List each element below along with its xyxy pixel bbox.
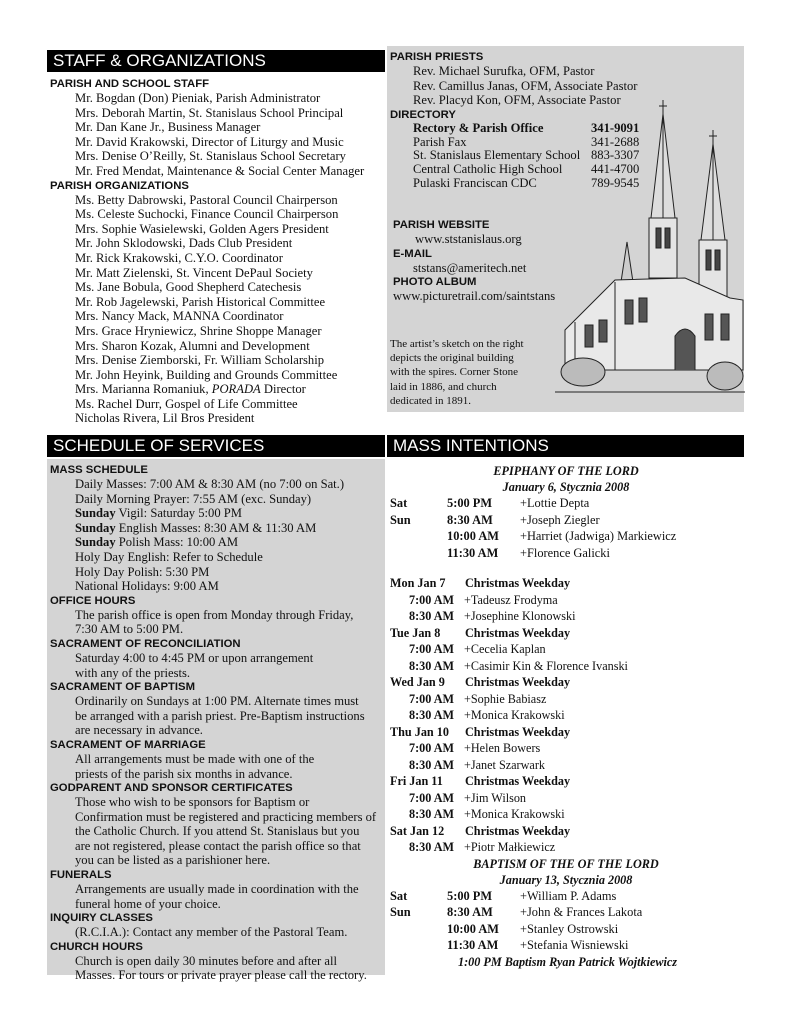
org-entry bbox=[50, 382, 390, 397]
baptism-line: be arranged with a parish priest. Pre-Baptism instructions bbox=[75, 708, 365, 723]
intention-name: +Stanley Ostrowski bbox=[520, 921, 619, 936]
mass-time: 7:00 AM bbox=[409, 790, 455, 805]
mass-day: Sat bbox=[390, 888, 408, 903]
org-entry bbox=[50, 309, 390, 324]
godparent-line: Confirmation must be registered and practicing members of bbox=[75, 809, 377, 824]
godparent-line: are not registered, please contact the parish office so that bbox=[75, 838, 361, 853]
epiphany-mass-row bbox=[390, 545, 742, 562]
directory-phone: 441-4700 bbox=[591, 162, 640, 177]
staff-section bbox=[50, 77, 390, 426]
intention-name: +Joseph Ziegler bbox=[520, 512, 600, 527]
intention-name: +Monica Krakowski bbox=[464, 708, 565, 722]
baptism-sunday-title: BAPTISM OF THE OF THE LORD bbox=[473, 856, 659, 871]
staff-entry: Mr. Fred Mendat, Maintenance & Social Center Manager bbox=[75, 163, 365, 178]
org-entry bbox=[50, 193, 390, 208]
mass-time: 8:30 AM bbox=[409, 807, 455, 821]
inquiry-classes-line: (R.C.I.A.): Contact any member of the Pastoral Team. bbox=[75, 925, 348, 940]
directory-heading: DIRECTORY bbox=[390, 108, 456, 121]
intention-name: +John & Frances Lakota bbox=[520, 905, 643, 919]
org-entry-text: Mrs. Sharon Kozak, Alumni and Development bbox=[75, 338, 310, 353]
org-entry-text: Mr. Rob Jagelewski, Parish Historical Committee bbox=[75, 294, 326, 309]
schedule-section bbox=[50, 463, 386, 983]
directory-name: St. Stanislaus Elementary School bbox=[413, 148, 581, 163]
reconciliation-heading: SACRAMENT OF RECONCILIATION bbox=[50, 637, 241, 650]
mass-time: 8:30 AM bbox=[409, 609, 455, 623]
directory-phone: 883-3307 bbox=[591, 148, 640, 163]
intention-name: +Florence Galicki bbox=[520, 545, 610, 560]
photo-album-link[interactable]: www.picturetrail.com/saintstans bbox=[393, 289, 556, 304]
org-entry bbox=[50, 251, 390, 266]
org-entry bbox=[50, 207, 390, 222]
mass-day bbox=[390, 528, 447, 545]
school-staff-heading: PARISH AND SCHOOL STAFF bbox=[50, 78, 209, 90]
funerals-heading: FUNERALS bbox=[50, 869, 112, 882]
mass-time-text: Daily Masses: 7:00 AM & 8:30 AM (no 7:00 on Sat.) bbox=[75, 477, 345, 491]
caption-line: The artist’s sketch on the right bbox=[390, 338, 524, 350]
mass-time: 7:00 AM bbox=[409, 741, 455, 755]
mass-schedule-line bbox=[50, 550, 386, 565]
weekday-date: Sat Jan 12 bbox=[390, 823, 445, 838]
baptism-line: Ordinarily on Sundays at 1:00 PM. Alternate times must bbox=[75, 694, 359, 709]
intention-name: +Helen Bowers bbox=[464, 741, 541, 755]
intention-name: +Lottie Depta bbox=[520, 496, 590, 510]
weekday-date: Fri Jan 11 bbox=[390, 774, 443, 788]
godparent-line: the Catholic Church. If you attend St. Stanislaus but you bbox=[75, 824, 360, 839]
baptism-note: 1:00 PM Baptism Ryan Patrick Wojtkiewicz bbox=[458, 954, 678, 969]
godparent-line: Those who wish to be sponsors for Baptism or bbox=[75, 795, 310, 810]
org-entry-text: Nicholas Rivera, Lil Bros President bbox=[75, 411, 255, 426]
mass-schedule-line bbox=[50, 492, 386, 507]
reconciliation-line: with any of the priests. bbox=[75, 665, 191, 680]
mass-time: 7:00 AM bbox=[409, 691, 455, 706]
intention-name: +Casimir Kin & Florence Ivanski bbox=[464, 658, 628, 673]
intention-name: +Harriet (Jadwiga) Markiewicz bbox=[520, 529, 677, 543]
mass-time: 5:00 PM bbox=[447, 888, 493, 903]
email-heading: E-MAIL bbox=[393, 247, 432, 260]
org-entry-text: Mr. John Sklodowski, Dads Club President bbox=[75, 236, 293, 251]
marriage-line: priests of the parish six months in advance. bbox=[75, 766, 293, 781]
mass-time: 10:00 AM bbox=[447, 529, 499, 543]
porada-suffix: Director bbox=[260, 382, 306, 397]
org-entry-text: Mr. John Heyink, Building and Grounds Committee bbox=[75, 367, 338, 382]
directory-phone: 789-9545 bbox=[591, 175, 640, 190]
photo-album-heading: PHOTO ALBUM bbox=[393, 276, 477, 289]
sketch-caption bbox=[390, 337, 560, 408]
priests-heading: PARISH PRIESTS bbox=[390, 51, 484, 63]
baptism-heading: SACRAMENT OF BAPTISM bbox=[50, 681, 195, 694]
intention-name: +Cecelia Kaplan bbox=[464, 642, 546, 656]
mass-day bbox=[390, 545, 447, 562]
marriage-heading: SACRAMENT OF MARRIAGE bbox=[50, 738, 206, 751]
school-staff-list bbox=[50, 91, 390, 179]
org-entry bbox=[50, 411, 390, 426]
org-entry-text: Ms. Rachel Durr, Gospel of Life Committee bbox=[75, 396, 298, 411]
caption-line: depicts the original building bbox=[390, 352, 514, 365]
mass-schedule-line bbox=[50, 521, 386, 536]
mass-day-label: Sunday bbox=[75, 535, 116, 550]
parish-orgs-heading: PARISH ORGANIZATIONS bbox=[50, 179, 189, 192]
mass-time: 8:30 AM bbox=[409, 757, 455, 772]
intention-name: +Tadeusz Frodyma bbox=[464, 592, 558, 607]
priest-entry: Rev. Michael Surufka, OFM, Pastor bbox=[413, 64, 595, 78]
inquiry-classes-heading: INQUIRY CLASSES bbox=[50, 912, 153, 925]
weekday-mass-row bbox=[390, 691, 742, 708]
funerals-line: Arrangements are usually made in coordination with the bbox=[75, 882, 359, 897]
org-entry-text: Mrs. Nancy Mack, MANNA Coordinator bbox=[75, 309, 284, 324]
mass-day bbox=[390, 937, 447, 954]
baptism-line: are necessary in advance. bbox=[75, 723, 203, 738]
intention-name: +Stefania Wisniewski bbox=[520, 938, 629, 952]
staff-entry: Mr. Dan Kane Jr., Business Manager bbox=[75, 120, 261, 135]
staff-entry: Mr. Bogdan (Don) Pieniak, Parish Administrator bbox=[75, 91, 321, 105]
staff-entry: Mr. David Krakowski, Director of Liturgy and Music bbox=[75, 134, 344, 149]
mass-time-text: Holy Day English: Refer to Schedule bbox=[75, 549, 263, 564]
schedule-header: SCHEDULE OF SERVICES bbox=[47, 435, 385, 457]
org-entry-text: Mrs. Sophie Wasielewski, Golden Agers President bbox=[75, 221, 329, 236]
caption-line: laid in 1886, and church bbox=[390, 380, 497, 393]
mass-day-label: Sunday bbox=[75, 506, 116, 521]
staff-entry: Mrs. Denise O’Reilly, St. Stanislaus School Secretary bbox=[75, 149, 346, 164]
website-heading: PARISH WEBSITE bbox=[393, 219, 490, 231]
mass-schedule-heading: MASS SCHEDULE bbox=[50, 464, 148, 476]
weekday-mass-row bbox=[390, 707, 742, 724]
mass-time-text: English Masses: 8:30 AM & 11:30 AM bbox=[115, 520, 317, 535]
org-entry bbox=[50, 236, 390, 251]
directory-name: Pulaski Franciscan CDC bbox=[413, 175, 537, 190]
mass-time: 8:30 AM bbox=[447, 905, 493, 919]
org-entry-text: Mr. Matt Zielenski, St. Vincent DePaul Society bbox=[75, 265, 313, 280]
mass-time-text: Holy Day Polish: 5:30 PM bbox=[75, 564, 210, 579]
reconciliation-line: Saturday 4:00 to 4:45 PM or upon arrangement bbox=[75, 650, 314, 665]
mass-intentions-header: MASS INTENTIONS bbox=[387, 435, 744, 457]
weekday-row bbox=[390, 575, 742, 592]
epiphany-mass-row bbox=[390, 495, 742, 512]
epiphany-mass-row bbox=[390, 512, 742, 529]
org-entry bbox=[50, 339, 390, 354]
intention-name: +William P. Adams bbox=[520, 888, 617, 903]
org-entry-text: Ms. Celeste Suchocki, Finance Council Chairperson bbox=[75, 207, 339, 222]
weekday-label: Christmas Weekday bbox=[465, 724, 571, 739]
intention-name: +Josephine Klonowski bbox=[464, 609, 576, 623]
org-entry bbox=[50, 324, 390, 339]
mass-time: 11:30 AM bbox=[447, 938, 499, 952]
mass-schedule-line bbox=[50, 506, 386, 521]
weekday-date: Wed Jan 9 bbox=[390, 675, 445, 689]
org-entry bbox=[50, 295, 390, 310]
mass-schedule-line bbox=[50, 477, 386, 492]
intention-name: +Monica Krakowski bbox=[464, 807, 565, 821]
mass-time: 8:30 AM bbox=[447, 512, 493, 527]
mass-time: 11:30 AM bbox=[447, 545, 499, 560]
mass-time: 8:30 AM bbox=[409, 840, 455, 854]
mass-time-text: Daily Morning Prayer: 7:55 AM (exc. Sunday) bbox=[75, 491, 312, 506]
church-hours-line: Masses. For tours or private prayer please call the rectory. bbox=[75, 968, 367, 983]
weekday-date: Thu Jan 10 bbox=[390, 724, 449, 739]
weekday-row bbox=[390, 823, 742, 840]
mass-time: 10:00 AM bbox=[447, 921, 499, 936]
mass-time: 7:00 AM bbox=[409, 642, 455, 656]
weekday-mass-row bbox=[390, 641, 742, 658]
office-hours-line: 7:30 AM to 5:00 PM. bbox=[75, 622, 184, 637]
org-entry bbox=[50, 368, 390, 383]
parish-orgs-list bbox=[50, 193, 390, 427]
weekday-row bbox=[390, 674, 742, 691]
org-entry-text: Mrs. Denise Ziemborski, Fr. William Scholarship bbox=[75, 353, 325, 368]
baptism-sunday-mass-row bbox=[390, 888, 742, 905]
directory-phone: 341-9091 bbox=[591, 120, 640, 135]
intention-name: +Jim Wilson bbox=[464, 790, 527, 805]
mass-time: 5:00 PM bbox=[447, 496, 493, 510]
priest-entry: Rev. Placyd Kon, OFM, Associate Pastor bbox=[413, 93, 621, 108]
weekday-row bbox=[390, 724, 742, 741]
directory-phone: 341-2688 bbox=[591, 134, 640, 149]
mass-day: Sun bbox=[390, 512, 411, 527]
weekday-date: Tue Jan 8 bbox=[390, 625, 441, 640]
mass-time: 8:30 AM bbox=[409, 658, 455, 673]
org-entry-text: Mrs. Marianna Romaniuk, bbox=[75, 382, 212, 397]
godparent-line: you can be listed as a parishioner here. bbox=[75, 853, 271, 868]
org-entry-text: Mr. Rick Krakowski, C.Y.O. Coordinator bbox=[75, 250, 283, 265]
weekday-label: Christmas Weekday bbox=[465, 823, 571, 838]
weekday-mass-row bbox=[390, 740, 742, 757]
staff-entry: Mrs. Deborah Martin, St. Stanislaus School Principal bbox=[75, 105, 344, 120]
website-link[interactable]: www.ststanislaus.org bbox=[415, 232, 522, 246]
org-entry bbox=[50, 266, 390, 281]
mass-day: Sat bbox=[390, 496, 408, 510]
org-entry bbox=[50, 222, 390, 237]
directory-name: Central Catholic High School bbox=[413, 162, 563, 177]
weekday-mass-row bbox=[390, 658, 742, 675]
mass-time-text: Polish Mass: 10:00 AM bbox=[115, 535, 239, 550]
weekday-row bbox=[390, 773, 742, 790]
staff-header: STAFF & ORGANIZATIONS bbox=[47, 50, 385, 72]
weekday-mass-row bbox=[390, 592, 742, 609]
intention-name: +Piotr Małkiewicz bbox=[464, 840, 556, 854]
mass-time-text: National Holidays: 9:00 AM bbox=[75, 579, 219, 594]
org-entry bbox=[50, 280, 390, 295]
mass-day: Sun bbox=[390, 905, 411, 919]
mass-schedule-line bbox=[50, 579, 386, 594]
epiphany-title: EPIPHANY OF THE LORD bbox=[493, 464, 639, 478]
org-entry-text: Mrs. Grace Hryniewicz, Shrine Shoppe Manager bbox=[75, 323, 322, 338]
email-link[interactable]: ststans@ameritech.net bbox=[413, 260, 527, 275]
baptism-sunday-mass-row bbox=[390, 937, 742, 954]
directory-name: Rectory & Parish Office bbox=[413, 120, 544, 135]
epiphany-date: January 6, Stycznia 2008 bbox=[502, 480, 630, 494]
church-hours-heading: CHURCH HOURS bbox=[50, 940, 143, 953]
intentions-section bbox=[390, 463, 742, 970]
funerals-line: funeral home of your choice. bbox=[75, 896, 221, 911]
weekday-mass-row bbox=[390, 790, 742, 807]
office-hours-line: The parish office is open from Monday through Friday, bbox=[75, 607, 354, 622]
weekday-label: Christmas Weekday bbox=[465, 774, 571, 788]
marriage-line: All arrangements must be made with one of the bbox=[75, 751, 315, 766]
baptism-sunday-mass-row bbox=[390, 921, 742, 938]
godparent-heading: GODPARENT AND SPONSOR CERTIFICATES bbox=[50, 782, 293, 795]
mass-day bbox=[390, 921, 447, 938]
intention-name: +Janet Szarwark bbox=[464, 757, 545, 772]
web-info bbox=[393, 218, 573, 304]
church-hours-line: Church is open daily 30 minutes before and after all bbox=[75, 953, 337, 968]
org-entry-text: Ms. Betty Dabrowski, Pastoral Council Chairperson bbox=[75, 192, 338, 207]
weekday-mass-row bbox=[390, 757, 742, 774]
mass-day-label: Sunday bbox=[75, 520, 116, 535]
porada-name: PORADA bbox=[211, 382, 261, 397]
office-hours-heading: OFFICE HOURS bbox=[50, 594, 136, 607]
directory-name: Parish Fax bbox=[413, 134, 467, 149]
weekday-label: Christmas Weekday bbox=[465, 675, 571, 689]
mass-schedule-line bbox=[50, 565, 386, 580]
caption-line: dedicated in 1891. bbox=[390, 394, 471, 407]
weekday-mass-row bbox=[390, 806, 742, 823]
intention-name: +Sophie Babiasz bbox=[464, 691, 547, 706]
org-entry bbox=[50, 397, 390, 412]
baptism-sunday-mass-row bbox=[390, 904, 742, 921]
org-entry bbox=[50, 353, 390, 368]
mass-time: 7:00 AM bbox=[409, 592, 455, 607]
mass-time: 8:30 AM bbox=[409, 708, 455, 722]
mass-schedule-line bbox=[50, 535, 386, 550]
weekday-row bbox=[390, 625, 742, 642]
priest-entry: Rev. Camillus Janas, OFM, Associate Pastor bbox=[413, 78, 638, 93]
weekday-label: Christmas Weekday bbox=[465, 576, 571, 590]
epiphany-mass-row bbox=[390, 528, 742, 545]
weekday-date: Mon Jan 7 bbox=[390, 576, 446, 590]
church-sketch-image bbox=[555, 100, 745, 410]
baptism-sunday-date: January 13, Stycznia 2008 bbox=[499, 872, 633, 887]
caption-line: with the spires. Corner Stone bbox=[390, 366, 519, 379]
weekday-mass-row bbox=[390, 608, 742, 625]
org-entry-text: Ms. Jane Bobula, Good Shepherd Catechesis bbox=[75, 280, 302, 295]
weekday-mass-row bbox=[390, 839, 742, 856]
weekday-label: Christmas Weekday bbox=[465, 625, 571, 640]
mass-time-text: Vigil: Saturday 5:00 PM bbox=[115, 506, 242, 521]
